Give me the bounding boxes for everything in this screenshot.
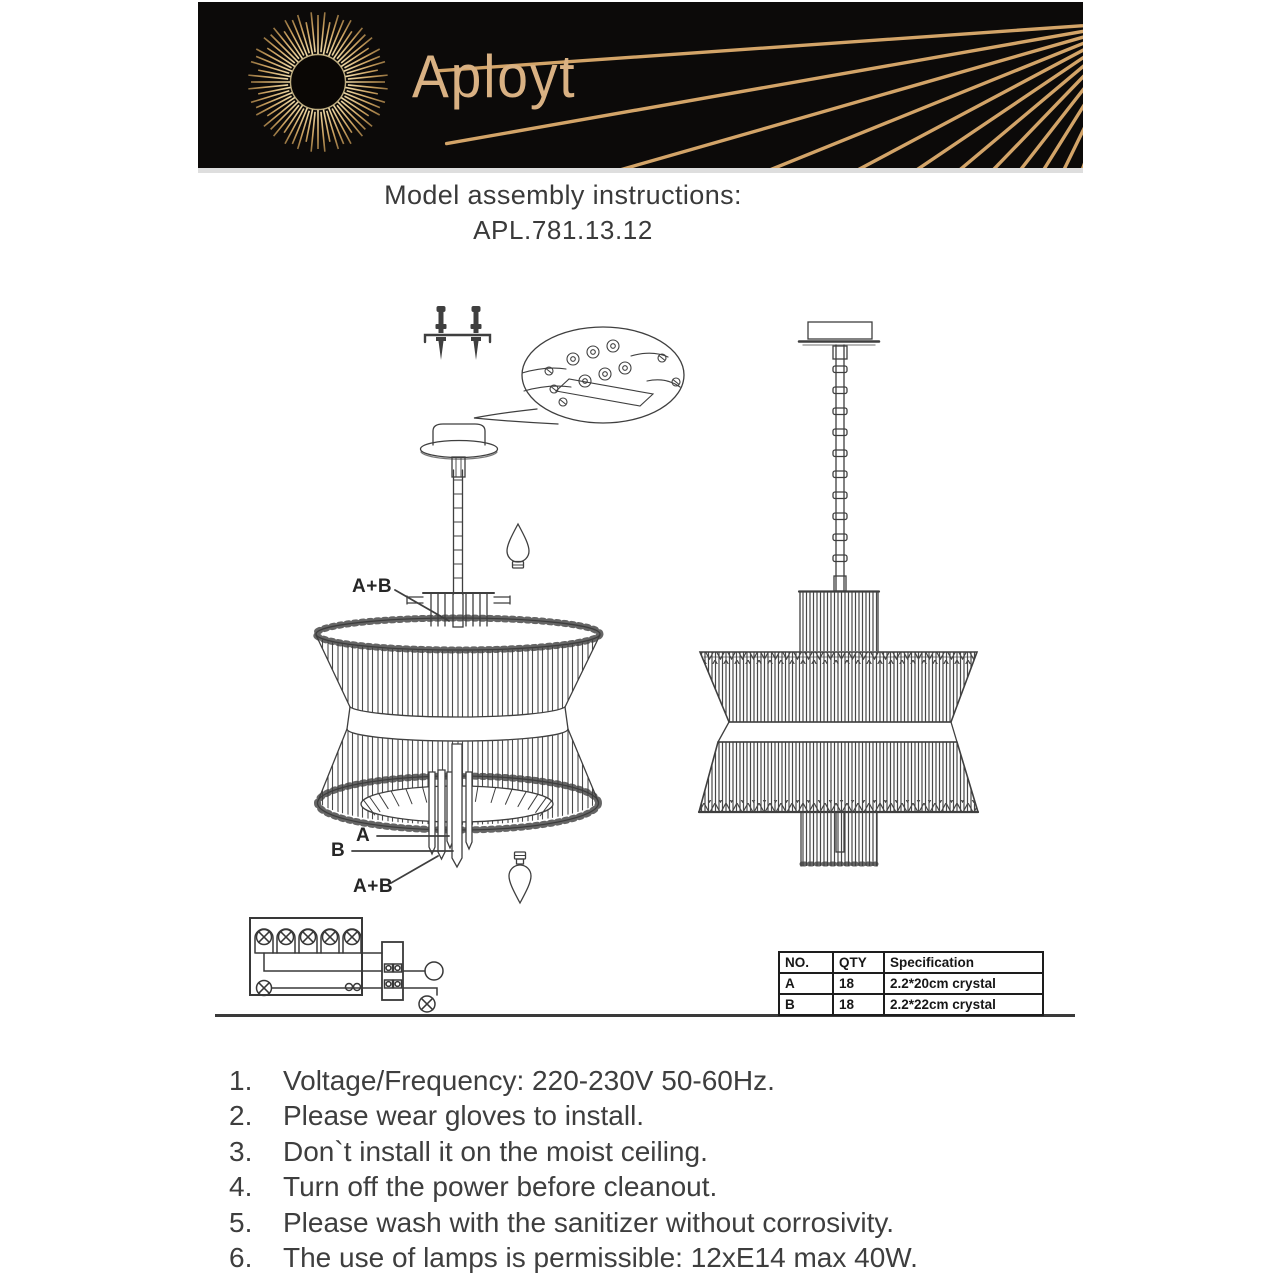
upper-shade: [316, 618, 600, 717]
terminal-callout: [474, 327, 684, 424]
list-item: [229, 1240, 1089, 1275]
upper-shade-front: [700, 652, 977, 722]
item-text: The use of lamps is permissible: 12xE14 max 40W.: [283, 1242, 918, 1274]
cell-no-b: B: [779, 994, 833, 1015]
list-item: [229, 1134, 1089, 1169]
label-b: B: [331, 840, 346, 861]
item-number: 6.: [229, 1242, 253, 1274]
label-a: A: [356, 825, 371, 846]
item-text: Please wash with the sanitizer without corrosivity.: [283, 1206, 895, 1238]
bottom-tier: [801, 812, 877, 866]
item-text: Please wear gloves to install.: [283, 1100, 645, 1132]
cell-spec-b: 2.2*22cm crystal: [884, 994, 1043, 1015]
item-number: 1.: [229, 1065, 253, 1096]
parts-table-header-row: [779, 952, 1043, 973]
item-number: 5.: [229, 1206, 253, 1238]
lower-shade-front: [699, 742, 978, 812]
exploded-view-drawing: [316, 306, 684, 903]
list-item: [229, 1169, 1089, 1204]
top-tier: [799, 576, 879, 651]
item-text: Don`t install it on the moist ceiling.: [283, 1135, 708, 1167]
cell-qty-b: 18: [833, 994, 884, 1015]
list-item: [229, 1098, 1089, 1133]
col-no: NO.: [779, 952, 833, 973]
table-row: [779, 973, 1043, 994]
parts-table: [778, 951, 1044, 1016]
item-text: Turn off the power before cleanout.: [283, 1171, 718, 1203]
label-top-a-plus-b: A+B: [352, 576, 393, 597]
item-number: 3.: [229, 1135, 253, 1167]
page-title: Model assembly instructions:: [384, 180, 742, 210]
item-text: Voltage/Frequency: 220-230V 50-60Hz.: [283, 1065, 775, 1096]
wiring-diagram: [250, 918, 443, 1012]
brand-wordmark: Aployt: [412, 43, 577, 110]
ceiling-plate: [799, 322, 879, 345]
front-view-drawing: [699, 322, 978, 866]
list-item: [229, 1205, 1089, 1240]
model-number: APL.781.13.12: [473, 215, 653, 245]
mounting-bracket: [425, 306, 490, 360]
cell-spec-a: 2.2*20cm crystal: [884, 973, 1043, 994]
item-number: 2.: [229, 1100, 253, 1132]
label-bottom-a-plus-b: A+B: [353, 876, 394, 897]
cell-no-a: A: [779, 973, 833, 994]
hanging-rod: [454, 470, 463, 594]
ceiling-canopy: [421, 424, 498, 477]
cell-qty-a: 18: [833, 973, 884, 994]
candle-bulb-icon: [507, 524, 529, 568]
table-row: [779, 994, 1043, 1015]
col-spec: Specification: [884, 952, 1043, 973]
candle-bulb-icon-bottom: [509, 852, 531, 903]
suspension-chain: [833, 345, 847, 592]
list-item: [229, 1063, 1089, 1098]
waist-band-front: [718, 722, 957, 742]
item-number: 4.: [229, 1171, 253, 1203]
col-qty: QTY: [833, 952, 884, 973]
junction-circle: [425, 962, 443, 980]
instructions-list: [229, 1063, 1089, 1275]
